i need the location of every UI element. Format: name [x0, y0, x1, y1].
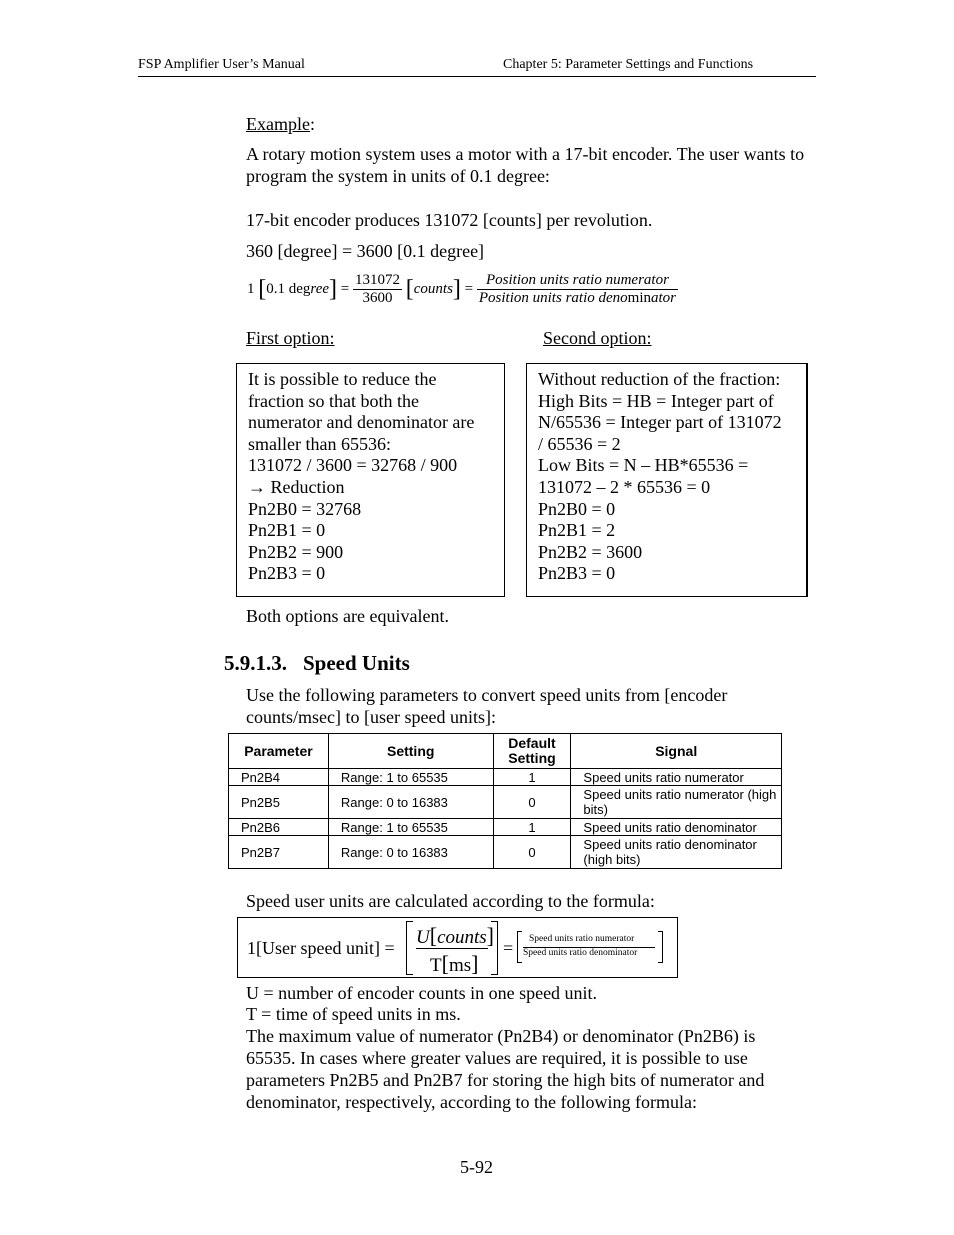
- second-option-line: 131072 – 2 * 65536 = 0: [538, 476, 711, 497]
- eq-lhs-unit-a: 0.1 deg: [266, 280, 311, 297]
- first-option-line: smaller than 65536:: [248, 433, 391, 454]
- second-option-line: Low Bits = N – HB*65536 =: [538, 455, 749, 476]
- first-option-line: → Reduction: [248, 476, 345, 497]
- page-number: 5-92: [460, 1157, 493, 1177]
- example-label: Example: [246, 114, 310, 134]
- table-cell-setting: Range: 1 to 65535: [328, 819, 493, 836]
- eq-ratio-denominator-b: min: [627, 290, 651, 306]
- table-header-setting: Setting: [328, 734, 493, 769]
- table-cell-default: 1: [493, 769, 571, 786]
- table-cell-signal: Speed units ratio numerator: [571, 769, 782, 786]
- formula-lhs: 1[User speed unit] =: [247, 938, 395, 958]
- first-option-line: fraction so that both the: [248, 390, 419, 411]
- second-option-line: / 65536 = 2: [538, 433, 621, 454]
- table-row: [229, 769, 782, 786]
- first-option-line: Pn2B1 = 0: [248, 520, 326, 541]
- formula-t: T: [430, 955, 442, 976]
- section-number: 5.9.1.3.: [224, 651, 287, 675]
- table-cell-param: Pn2B4: [229, 769, 329, 786]
- eq-unit-counts: counts: [413, 280, 453, 297]
- formula-equals: =: [503, 938, 514, 958]
- eq-equals-2: =: [464, 280, 474, 297]
- table-header-default: [493, 734, 571, 769]
- ratio-right-bracket: [658, 931, 663, 963]
- formula-fraction-line: [416, 948, 488, 949]
- second-option-line: Pn2B3 = 0: [538, 563, 616, 584]
- ratio-left-bracket: [517, 931, 522, 963]
- speed-units-table: [228, 733, 782, 869]
- table-cell-signal: Speed units ratio denominator: [571, 819, 782, 836]
- table-cell-param: Pn2B5: [229, 786, 329, 819]
- first-option-line: Pn2B3 = 0: [248, 563, 326, 584]
- options-conclusion: Both options are equivalent.: [246, 606, 449, 626]
- left-bracket: [406, 921, 413, 975]
- table-cell-default: 0: [493, 786, 571, 819]
- second-option-line: Pn2B0 = 0: [538, 498, 616, 519]
- example-colon: :: [309, 114, 315, 134]
- eq-equals-1: =: [340, 280, 350, 297]
- table-header-signal: Signal: [571, 734, 782, 769]
- eq-ratio-fraction: [477, 272, 678, 307]
- first-option-box: [236, 363, 505, 597]
- section-title: Speed Units: [303, 651, 410, 675]
- first-option-title: First option:: [246, 328, 335, 348]
- eq-lhs-unit-b: ree: [310, 280, 330, 297]
- example-line-2: 360 [degree] = 3600 [0.1 degree]: [246, 241, 485, 261]
- formula-ratio-numerator: Speed units ratio numerator: [529, 934, 635, 944]
- example-line-1: 17-bit encoder produces 131072 [counts] per revolution.: [246, 210, 653, 230]
- table-cell-default: 1: [493, 819, 571, 836]
- example-intro: A rotary motion system uses a motor with a 17-bit encoder. The user wants to program the system in units of 0.1 degree:: [246, 144, 805, 186]
- second-option-line: Pn2B2 = 3600: [538, 541, 643, 562]
- table-cell-setting: Range: 1 to 65535: [328, 769, 493, 786]
- eq-ratio-numerator: Position units ratio numerator: [477, 272, 678, 290]
- table-cell-param: Pn2B6: [229, 819, 329, 836]
- table-cell-default: 0: [493, 836, 571, 869]
- formula-ratio-fraction: [517, 931, 663, 963]
- note-u-definition: U = number of encoder counts in one speed unit.: [246, 983, 598, 1003]
- table-row: [229, 836, 782, 869]
- eq-fraction-denominator: 3600: [362, 290, 393, 306]
- note-t-definition: T = time of speed units in ms.: [246, 1004, 461, 1024]
- table-row: [229, 819, 782, 836]
- table-cell-signal: Speed units ratio denominator (high bits): [571, 836, 782, 869]
- speed-unit-formula-box: [237, 917, 678, 978]
- header-left: FSP Amplifier User’s Manual: [138, 57, 305, 72]
- position-units-equation: 1 [0.1 degree] = $\frac{131072}{3600}$ [counts] = $\frac{\text{Position units ratio numerator}}{\text{Position units ratio denominator}}$: [247, 272, 677, 306]
- formula-ratio-denominator: Speed units ratio denominator: [523, 948, 638, 958]
- table-header-default-line2: Setting: [508, 750, 556, 766]
- eq-ratio-denominator-a: Position units ratio deno: [478, 290, 628, 306]
- table-cell-param: Pn2B7: [229, 836, 329, 869]
- formula-ms: ms: [448, 955, 472, 976]
- second-option-box: [526, 363, 808, 597]
- header-rule: [138, 76, 816, 77]
- table-cell-signal: Speed units ratio numerator (high bits): [571, 786, 782, 819]
- first-option-line: Pn2B2 = 900: [248, 541, 344, 562]
- table-cell-setting: Range: 0 to 16383: [328, 836, 493, 869]
- second-option-line: High Bits = HB = Integer part of: [538, 390, 774, 411]
- table-row: [229, 786, 782, 819]
- table-cell-setting: Range: 0 to 16383: [328, 786, 493, 819]
- header-right: Chapter 5: Parameter Settings and Functions: [503, 57, 754, 72]
- eq-count-fraction: [353, 272, 402, 307]
- second-option-line: Without reduction of the fraction:: [538, 369, 781, 389]
- formula-denominator: T[ms]: [430, 951, 479, 976]
- second-option-line: Pn2B1 = 2: [538, 520, 616, 541]
- example-heading: [246, 113, 315, 135]
- section-heading: [224, 651, 410, 676]
- eq-lhs-number: 1: [247, 280, 255, 297]
- first-option-line: It is possible to reduce the: [248, 369, 437, 389]
- note-paragraph: The maximum value of numerator (Pn2B4) or denominator (Pn2B6) is 65535. In cases where greater values are required, it is possible to use parameters Pn2B5 and Pn2B7 for storing the high bits of numerator and denominator, respectively, according to the following formula:: [246, 1026, 765, 1112]
- formula-main-fraction: [406, 921, 498, 975]
- first-option-line: 131072 / 3600 = 32768 / 900: [248, 455, 458, 476]
- formula-u: U: [416, 927, 430, 948]
- first-option-line: numerator and denominator are: [248, 412, 475, 433]
- first-option-line: Pn2B0 = 32768: [248, 498, 362, 519]
- second-option-line: N/65536 = Integer part of 131072: [538, 412, 782, 433]
- formula-counts: counts: [437, 927, 487, 948]
- section-intro: Use the following parameters to convert speed units from [encoder counts/msec] to [user speed units]:: [246, 685, 728, 727]
- table-header-default-line1: Default: [508, 735, 556, 751]
- eq-ratio-denominator-c: ator: [651, 290, 677, 306]
- formula-numerator: U[counts]: [416, 923, 494, 948]
- eq-fraction-numerator: 131072: [355, 272, 400, 288]
- table-header-parameter: Parameter: [229, 734, 329, 769]
- formula-intro: Speed user units are calculated according to the formula:: [246, 891, 655, 911]
- second-option-title: Second option:: [543, 328, 652, 348]
- table-header-row: [229, 734, 782, 769]
